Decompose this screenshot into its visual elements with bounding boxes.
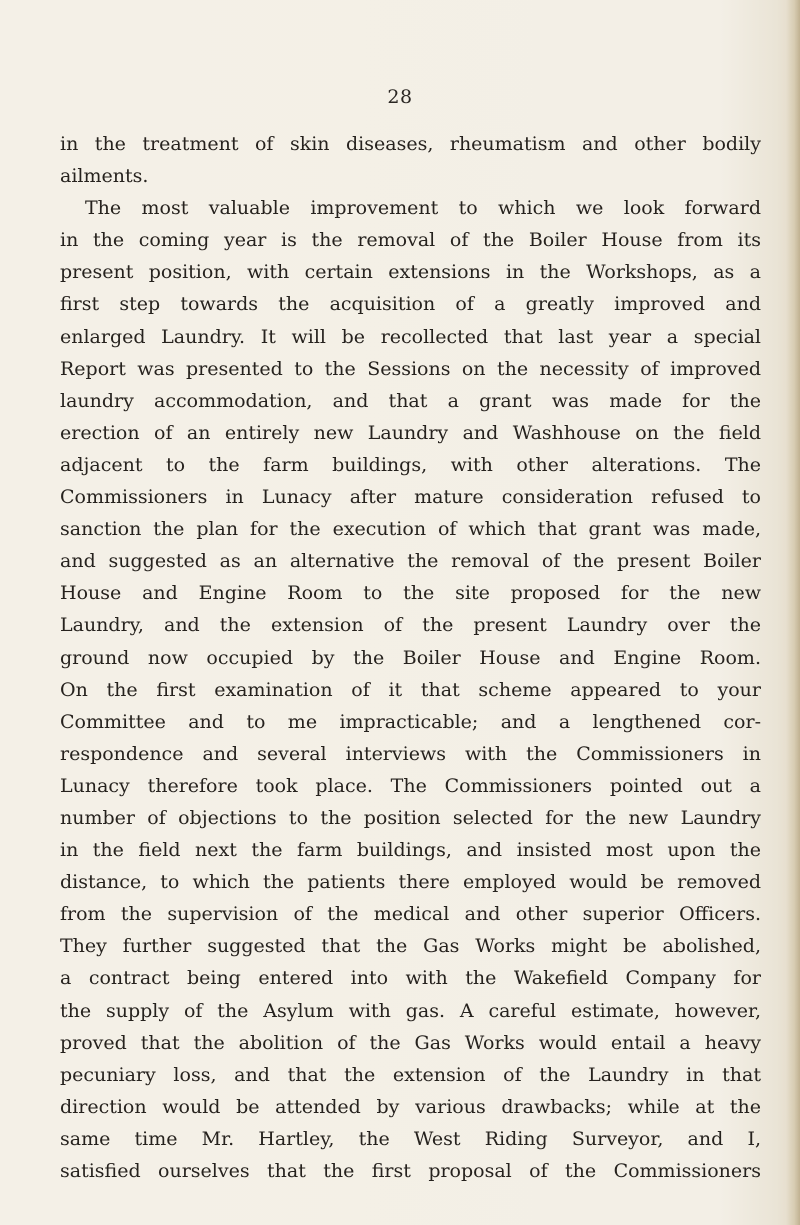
text-line: a contract being entered into with the Wakefield Company for (60, 967, 761, 990)
text-line: The most valuable improvement to which we look forward (85, 197, 761, 220)
text-line: distance, to which the patients there employed would be removed (60, 871, 761, 894)
text-line: in the field next the farm buildings, and insisted most upon the (60, 839, 761, 862)
text-line: ground now occupied by the Boiler House and Engine Room. (60, 646, 761, 669)
text-line: adjacent to the farm buildings, with other alterations. The (60, 453, 761, 476)
page-edge-shadow (786, 0, 800, 1225)
text-line: House and Engine Room to the site proposed for the new (60, 582, 761, 605)
text-line: enlarged Laundry. It will be recollected that last year a special (60, 325, 761, 348)
text-line: ailments. (60, 165, 149, 188)
text-line: same time Mr. Hartley, the West Riding Surveyor, and I, (60, 1127, 761, 1150)
text-line: number of objections to the position selected for the new Laundry (60, 806, 761, 829)
text-line: from the supervision of the medical and other superior Officers. (60, 903, 761, 926)
text-line: pecuniary loss, and that the extension of the Laundry in that (60, 1063, 761, 1086)
text-line: On the first examination of it that scheme appeared to your (60, 678, 761, 701)
text-line: proved that the abolition of the Gas Works would entail a heavy (60, 1031, 761, 1054)
text-line: Report was presented to the Sessions on the necessity of improved (60, 357, 761, 380)
text-line: satisfied ourselves that the first proposal of the Commissioners (60, 1160, 761, 1182)
text-line: in the treatment of skin diseases, rheumatism and other bodily (60, 133, 761, 155)
page-number: 28 (387, 86, 413, 108)
text-line: sanction the plan for the execution of which that grant was made, (60, 518, 761, 541)
body-text (60, 128, 761, 1187)
text-line: first step towards the acquisition of a greatly improved and (60, 293, 761, 316)
text-line: Lunacy therefore took place. The Commissioners pointed out a (60, 774, 761, 797)
text-line: Laundry, and the extension of the present Laundry over the (60, 614, 761, 637)
text-line: Committee and to me impracticable; and a lengthened cor- (60, 710, 761, 733)
text-line: present position, with certain extensions in the Workshops, as a (60, 261, 761, 284)
text-line: They further suggested that the Gas Works might be abolished, (60, 935, 761, 958)
text-line: laundry accommodation, and that a grant was made for the (60, 389, 761, 412)
text-line: erection of an entirely new Laundry and Washhouse on the field (60, 421, 761, 444)
text-line: the supply of the Asylum with gas. A careful estimate, however, (60, 999, 761, 1022)
text-line: respondence and several interviews with the Commissioners in (60, 742, 761, 765)
text-line: and suggested as an alternative the removal of the present Boiler (60, 550, 761, 573)
text-line: direction would be attended by various drawbacks; while at the (60, 1095, 761, 1118)
text-line: in the coming year is the removal of the Boiler House from its (60, 229, 761, 252)
text-line: Commissioners in Lunacy after mature consideration refused to (60, 486, 761, 509)
